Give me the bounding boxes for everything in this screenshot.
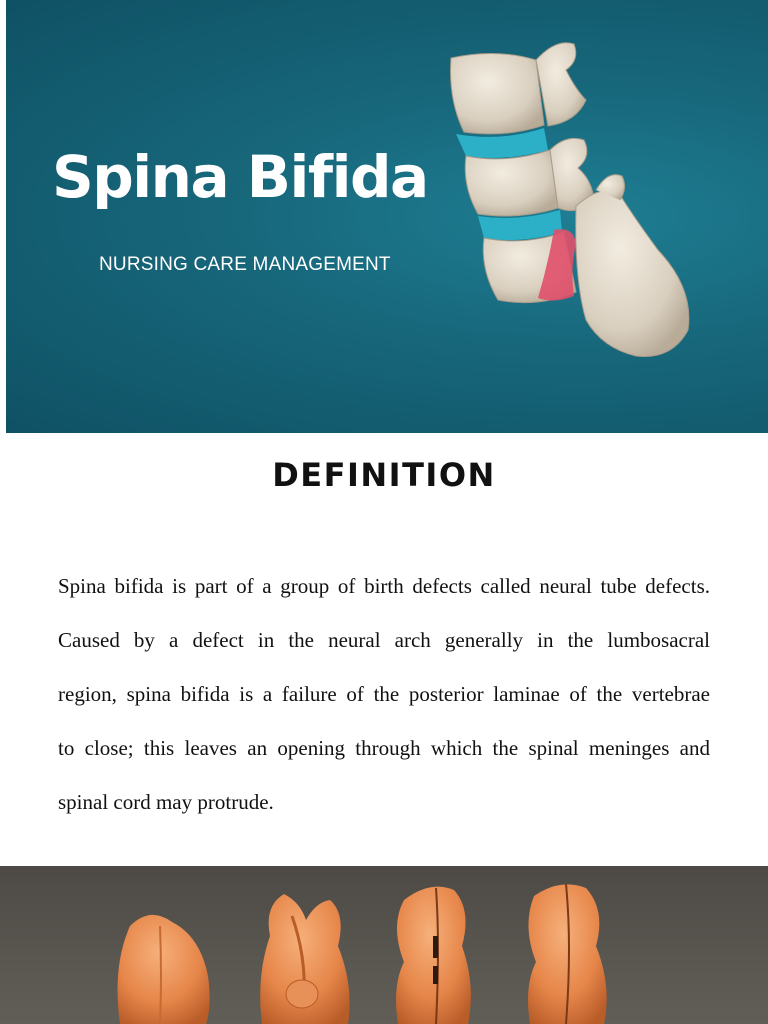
definition-paragraph [58, 559, 710, 829]
title-banner [6, 0, 768, 433]
definition-line: region, spina bifida is a failure of the posterior laminae of the vertebrae [58, 682, 710, 706]
neural-tube-stages-illustration-icon [0, 866, 768, 1024]
neural-tube-photo [0, 866, 768, 1024]
definition-line: Spina bifida is part of a group of birth defects called neural tube defects. [58, 574, 710, 598]
definition-line: to close; this leaves an opening through which the spinal meninges and [58, 736, 710, 760]
definition-line: Caused by a defect in the neural arch generally in the lumbosacral [58, 628, 710, 652]
vertebrae-illustration-icon [426, 30, 716, 375]
section-heading: DEFINITION [272, 456, 496, 494]
banner-subtitle: NURSING CARE MANAGEMENT [99, 254, 391, 275]
definition-line: spinal cord may protrude. [58, 790, 274, 814]
banner-title: Spina Bifida [52, 143, 428, 211]
